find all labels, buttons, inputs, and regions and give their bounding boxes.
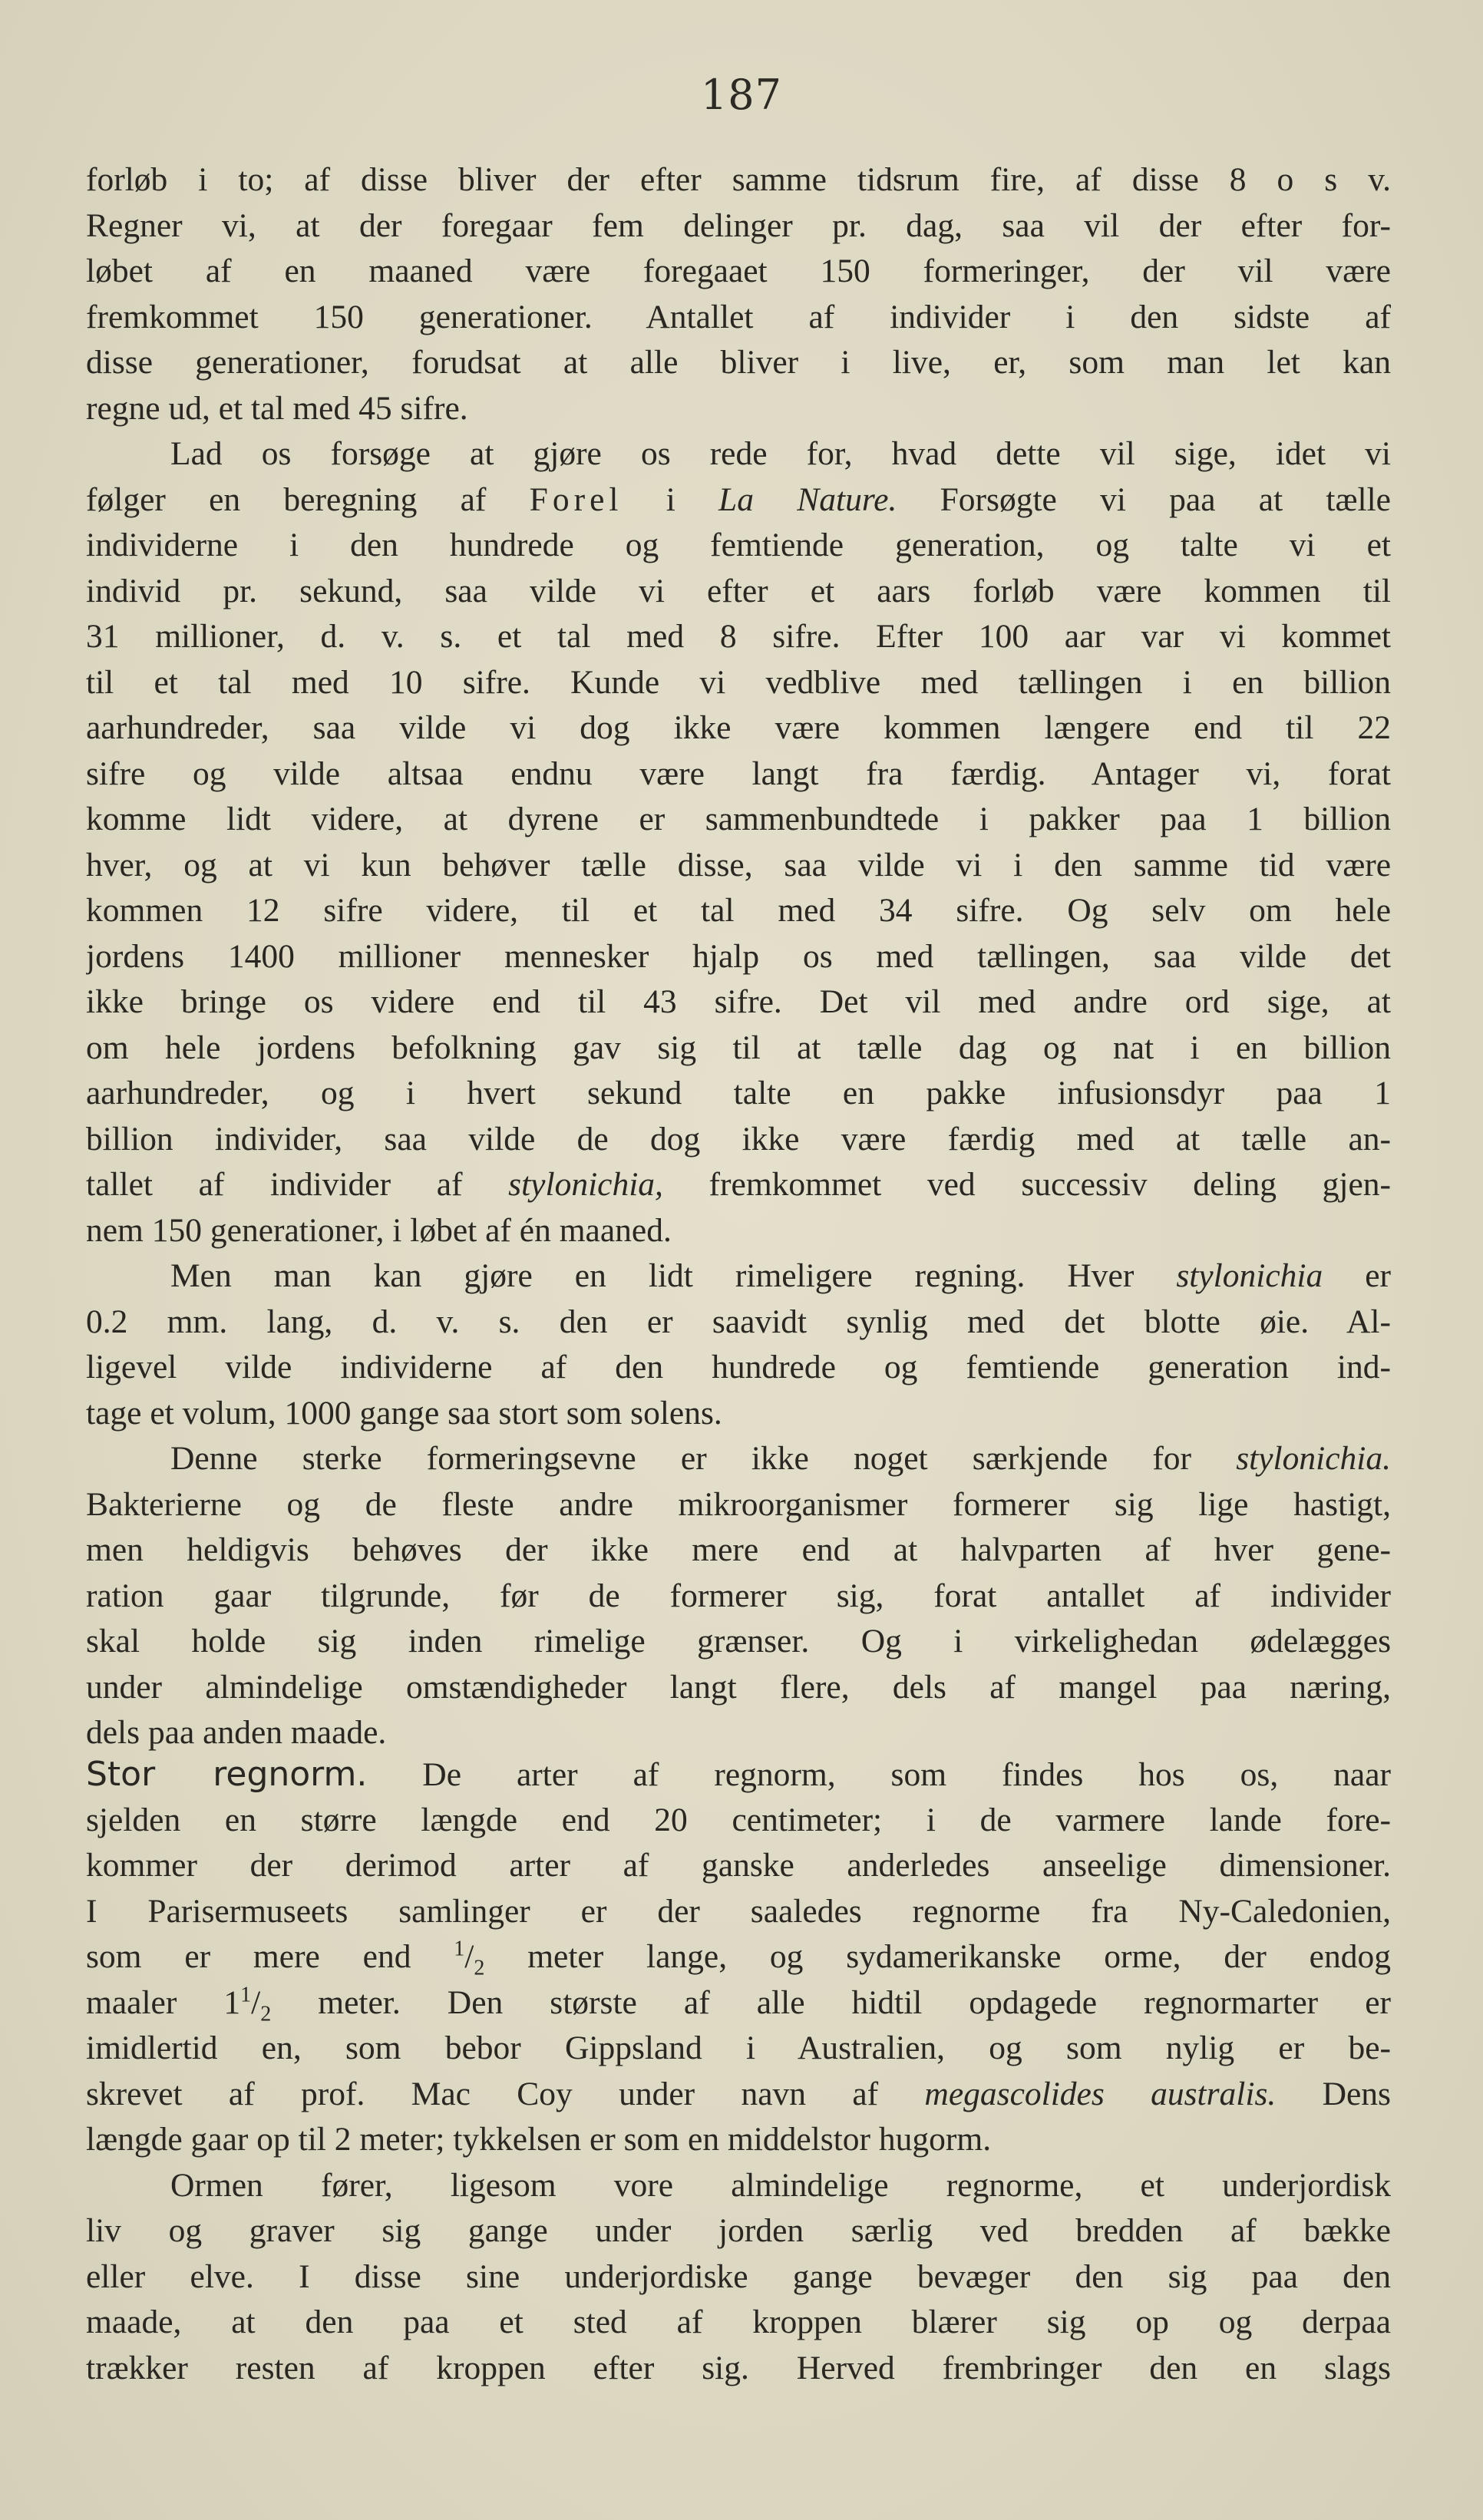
text-block-infusoria <box>86 157 1391 1756</box>
fraction-denominator: 2 <box>260 2002 272 2026</box>
text-line: aarhundreder, saa vilde vi dog ikke være kommen længere end til 22 <box>86 709 1391 746</box>
text-run: Forsøgte vi paa at tælle <box>897 481 1391 518</box>
paragraph-start: Lad os forsøge at gjøre os rede for, hvad dette vil sige, idet vi <box>170 435 1391 472</box>
text-line: hver, og at vi kun behøver tælle disse, saa vilde vi i den samme tid være <box>86 846 1391 883</box>
text-line: aarhundreder, og i hvert sekund talte en pakke infusionsdyr paa 1 <box>86 1075 1391 1111</box>
text-line: om hele jordens befolkning gav sig til at tælle dag og nat i en billion <box>86 1029 1391 1066</box>
text-run: følger en beregning af <box>86 481 530 518</box>
fraction-denominator: 2 <box>474 1956 485 1980</box>
text-line: individerne i den hundrede og femtiende generation, og talte vi et <box>86 527 1391 563</box>
text-run: Denne sterke formeringsevne er ikke noget særkjende for <box>170 1440 1237 1477</box>
text-line: sjelden en større længde end 20 centimeter; i de varmere lande fore- <box>86 1801 1391 1838</box>
text-line <box>86 477 1391 523</box>
text-line: sifre og vilde altsaa endnu være langt fra færdig. Antager vi, forat <box>86 755 1391 792</box>
text-line: eller elve. I disse sine underjordiske gange bevæger den sig paa den <box>86 2257 1391 2295</box>
species-name: stylonichia, <box>508 1166 663 1203</box>
text-line: ligevel vilde individerne af den hundrede og femtiende generation ind- <box>86 1349 1391 1386</box>
text-run: er <box>1323 1257 1391 1294</box>
text-line <box>86 1980 1391 2026</box>
species-name: megascolides australis. <box>924 2075 1277 2112</box>
text-line: til et tal med 10 sifre. Kunde vi vedblive med tællingen i en billion <box>86 663 1391 701</box>
paragraph-start: Ormen fører, ligesom vore almindelige regnorme, et underjordisk <box>170 2166 1391 2204</box>
text-line: liv og graver sig gange under jorden særlig ved bredden af bække <box>86 2212 1391 2249</box>
text-line: dels paa anden maade. <box>86 1714 387 1751</box>
text-line: 0.2 mm. lang, d. v. s. den er saavidt synlig med det blotte øie. Al- <box>86 1303 1391 1340</box>
text-run: maaler 1 <box>86 1983 241 2021</box>
text-line: løbet af en maaned være foregaaet 150 formeringer, der vil være <box>86 253 1391 289</box>
author-name: Forel <box>529 481 623 518</box>
journal-title: La Nature. <box>718 481 897 518</box>
fraction-slash: / <box>251 1983 261 2021</box>
text-line: regne ud, et tal med 45 sifre. <box>86 389 468 427</box>
text-line: kommer der derimod arter af ganske anderledes anseelige dimensioner. <box>86 1847 1391 1884</box>
text-line: under almindelige omstændigheder langt flere, dels af mangel paa næring, <box>86 1668 1391 1706</box>
text-line: Bakterierne og de fleste andre mikroorganismer formerer sig lige hastigt, <box>86 1485 1391 1523</box>
text-line <box>86 1934 1391 1980</box>
text-line: kommen 12 sifre videre, til et tal med 34 sifre. Og selv om hele <box>86 892 1391 929</box>
text-line: individ pr. sekund, saa vilde vi efter et aars forløb være kommen til <box>86 572 1391 609</box>
text-line <box>86 1162 1391 1208</box>
section-start <box>86 1752 1391 1798</box>
fraction-numerator: 1 <box>454 1937 465 1961</box>
text-run: meter. Den største af alle hidtil opdagede regnormarter er <box>271 1983 1391 2021</box>
text-line <box>86 2072 1391 2118</box>
paragraph-start <box>86 1253 1391 1300</box>
text-line: I Parisermuseets samlinger er der saaledes regnorme fra Ny-Caledonien, <box>86 1892 1391 1930</box>
text-line: jordens 1400 millioner mennesker hjalp os med tællingen, saa vilde det <box>86 937 1391 975</box>
species-name: stylonichia. <box>1236 1440 1391 1477</box>
text-run: Men man kan gjøre en lidt rimeligere regning. Hver <box>170 1257 1177 1294</box>
text-line: 31 millioner, d. v. s. et tal med 8 sifre. Efter 100 aar var vi kommet <box>86 618 1391 655</box>
text-block-earthworm <box>86 1752 1391 2391</box>
text-run: fremkommet ved successiv deling gjen- <box>662 1166 1391 1203</box>
text-line: maade, at den paa et sted af kroppen blærer sig op og derpaa <box>86 2304 1391 2340</box>
text-line: nem 150 generationer, i løbet af én maaned. <box>86 1211 672 1249</box>
text-run: Dens <box>1276 2075 1391 2112</box>
text-line: disse generationer, forudsat at alle bliver i live, er, som man let kan <box>86 344 1391 381</box>
text-line: forløb i to; af disse bliver der efter samme tidsrum fire, af disse 8 o s v. <box>86 161 1391 198</box>
text-run: skrevet af prof. Mac Coy under navn af <box>86 2075 925 2112</box>
paragraph-start <box>86 1436 1391 1482</box>
text-run: som er mere end <box>86 1938 454 1975</box>
fraction-slash: / <box>464 1938 474 1975</box>
text-run: De arter af regnorm, som findes hos os, naar <box>367 1756 1391 1793</box>
text-line: længde gaar op til 2 meter; tykkelsen er som en middelstor hugorm. <box>86 2121 992 2158</box>
text-line: imidlertid en, som bebor Gippsland i Australien, og som nylig er be- <box>86 2030 1391 2066</box>
text-run: tallet af individer af <box>86 1166 509 1203</box>
text-line: fremkommet 150 generationer. Antallet af individer i den sidste af <box>86 298 1391 335</box>
text-line: tage et volum, 1000 gange saa stort som solens. <box>86 1394 722 1432</box>
page-number: 187 <box>700 71 783 119</box>
text-line: ration gaar tilgrunde, før de formerer sig, forat antallet af individer <box>86 1577 1391 1614</box>
fraction-numerator: 1 <box>240 1983 252 2006</box>
text-line: ikke bringe os videre end til 43 sifre. Det vil med andre ord sige, at <box>86 983 1391 1020</box>
text-line: Regner vi, at der foregaar fem delinger pr. dag, saa vil der efter for- <box>86 206 1391 244</box>
text-run: meter lange, og sydamerikanske orme, der endog <box>484 1938 1391 1975</box>
text-line: men heldigvis behøves der ikke mere end at halvparten af hver gene- <box>86 1531 1391 1568</box>
text-line: billion individer, saa vilde de dog ikke være færdig med at tælle an- <box>86 1120 1391 1158</box>
text-line: komme lidt videre, at dyrene er sammenbundtede i pakker paa 1 billion <box>86 801 1391 837</box>
species-name: stylonichia <box>1176 1257 1323 1294</box>
text-run: i <box>623 481 719 518</box>
text-line: trækker resten af kroppen efter sig. Herved frembringer den en slags <box>86 2349 1391 2386</box>
text-line: skal holde sig inden rimelige grænser. Og i virkelighedan ødelægges <box>86 1623 1391 1660</box>
section-heading: Stor regnorm. <box>86 1755 368 1794</box>
